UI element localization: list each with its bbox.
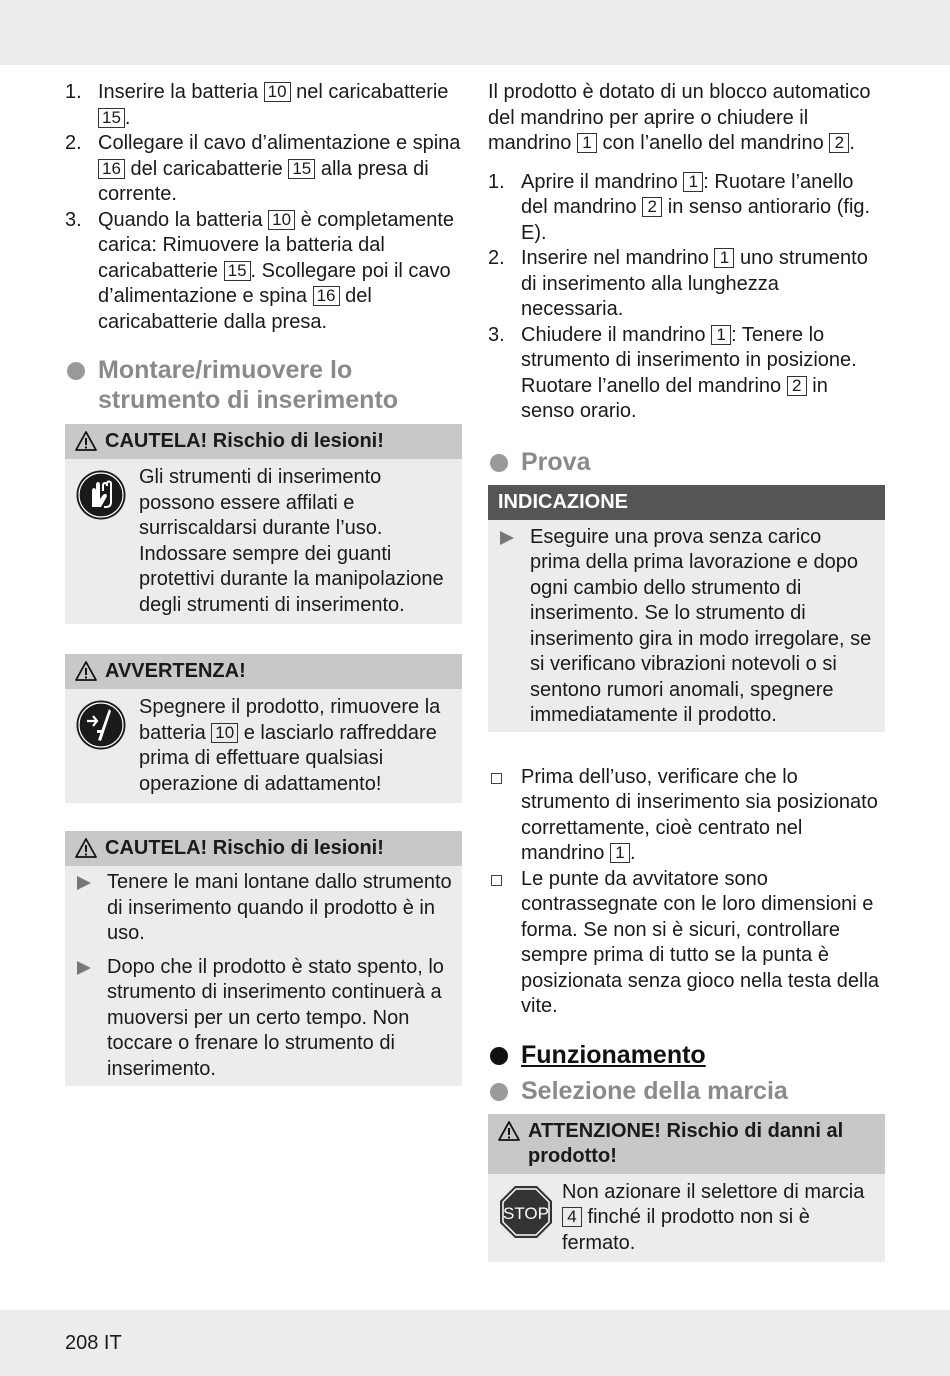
heading-text: Prova (521, 447, 591, 476)
list-item (65, 208, 462, 336)
warning-text-part: Spegnere il prodotto, rimuovere la batteria (139, 696, 441, 744)
part-ref: 1 (577, 133, 597, 153)
caution-header (65, 831, 462, 866)
part-ref: 4 (562, 1207, 582, 1227)
stop-pictogram (498, 1180, 562, 1257)
heading-text: Montare/rimuovere lo strumento di inserimento (98, 356, 399, 414)
warning-box (65, 654, 462, 803)
part-ref: 10 (268, 210, 295, 230)
arrow-bullet-icon (77, 876, 91, 890)
warning-triangle-icon (498, 1121, 520, 1141)
stop-sign-icon (498, 1184, 554, 1240)
bullet-dot-icon (490, 454, 508, 472)
warning-triangle-icon (75, 431, 97, 451)
list-item (75, 870, 452, 947)
check-text: Le punte da avvitatore sono contrassegnate con le loro dimensioni e forma. Se non si è sicuri, controllare sempre prima di tutto se la punta è posizionata senza gioco nella testa della vite. (521, 867, 880, 1017)
caution-box-2 (65, 831, 462, 1086)
part-ref: 1 (610, 843, 630, 863)
intro-paragraph (488, 80, 885, 157)
page-footer-band (0, 1310, 950, 1376)
list-item (65, 80, 462, 131)
attention-body (488, 1174, 885, 1263)
attention-header (488, 1114, 885, 1174)
gloves-icon (75, 469, 127, 521)
intro-text: con l’anello del mandrino (596, 132, 830, 154)
step-text: in senso orario. (521, 374, 828, 422)
warning-text (139, 695, 452, 797)
arrow-bullet-icon (500, 531, 514, 545)
right-column (488, 80, 885, 1262)
step-text: : Ruotare l’anello del mandrino (521, 170, 854, 218)
step-text: . Scollegare poi il cavo d’alimentazione e spina (98, 259, 451, 307)
caution-body (65, 459, 462, 624)
bullet-text: Tenere le mani lontane dallo strumento di inserimento quando il prodotto è in uso. (107, 871, 452, 944)
check-list (488, 765, 885, 1020)
part-ref: 15 (98, 108, 125, 128)
step-text: Inserire la batteria (98, 81, 264, 103)
attention-title: ATTENZIONE! Rischio di danni al prodotto! (528, 1119, 844, 1167)
note-text: Eseguire una prova senza carico prima della prima lavorazione e dopo ogni cambio dello strumento di inserimento. Se lo strumento di inserimento gira in modo irregolare, se si verificano vibrazioni notevoli o si sentono rumori anomali, spegnere immediatamente il prodotto. (530, 525, 872, 726)
step-text: del caricabatterie (124, 157, 289, 180)
chapter-heading (488, 1040, 885, 1070)
arrow-bullet-icon (77, 961, 91, 975)
step-text: Inserire nel mandrino (521, 247, 715, 269)
intro-text: . (849, 132, 855, 154)
list-item (75, 955, 452, 1083)
part-ref: 16 (98, 159, 125, 179)
checkbox-square-icon (491, 773, 502, 784)
attention-text-part: finché il prodotto non si è fermato. (562, 1206, 810, 1254)
check-text: . (629, 842, 636, 864)
part-ref: 16 (313, 286, 340, 306)
part-ref: 1 (683, 172, 703, 192)
checkbox-square-icon (491, 875, 502, 886)
bullet-dot-icon (67, 362, 85, 380)
note-header (488, 485, 885, 520)
bullet-dot-icon (490, 1083, 508, 1101)
step-text: Collegare il cavo d’alimentazione e spina (98, 132, 461, 154)
attention-text (562, 1180, 875, 1257)
step-number: 2. (488, 247, 505, 269)
step-text: Chiudere il mandrino (521, 323, 712, 346)
page-header-band (0, 0, 950, 65)
list-item (65, 131, 462, 208)
section-heading (488, 447, 885, 477)
step-text: Aprire il mandrino (521, 170, 684, 193)
caution-title: CAUTELA! Rischio di lesioni! (105, 837, 384, 859)
note-box (488, 485, 885, 732)
step-text: è completamente carica: Rimuovere la batteria dal caricabatterie (98, 208, 455, 282)
warning-header (65, 654, 462, 689)
part-ref: 10 (211, 723, 238, 743)
step-number: 1. (65, 81, 82, 103)
section-heading (488, 1076, 885, 1106)
part-ref: 2 (829, 133, 849, 153)
caution-title: CAUTELA! Rischio di lesioni! (105, 430, 384, 452)
heading-text: Selezione della marcia (521, 1076, 788, 1105)
step-number: 3. (65, 208, 82, 231)
step-text: Quando la batteria (98, 208, 269, 231)
intro-text: Il prodotto è dotato di un blocco automatico del mandrino per aprire o chiudere il mandrino (488, 81, 871, 154)
bullet-text: Dopo che il prodotto è stato spento, lo strumento di inserimento continuerà a muoversi per un certo tempo. Non toccare o frenare lo strumento di inserimento. (107, 955, 444, 1080)
step-number: 2. (65, 132, 82, 154)
chuck-steps (488, 170, 885, 425)
step-text: alla presa di corrente. (98, 157, 429, 205)
step-number: 3. (488, 323, 505, 346)
caution-box (65, 424, 462, 624)
part-ref: 15 (224, 261, 251, 281)
check-text: Prima dell’uso, verificare che lo strumento di inserimento sia posizionato correttamente, cioè centrato nel mandrino (521, 765, 878, 864)
charging-steps (65, 80, 462, 335)
warning-triangle-icon (75, 661, 97, 681)
step-text: uno strumento di inserimento alla lunghezza necessaria. (521, 247, 868, 320)
disconnect-pictogram (75, 695, 139, 797)
gloves-pictogram (75, 465, 139, 618)
step-text: in senso antiorario (fig. E). (521, 196, 871, 244)
list-item (488, 246, 885, 323)
warning-body (65, 689, 462, 803)
list-item (498, 525, 875, 729)
warning-title: AVVERTENZA! (105, 660, 246, 682)
part-ref: 1 (714, 248, 734, 268)
step-number: 1. (488, 170, 505, 193)
bullet-dot-icon (490, 1047, 508, 1065)
list-item (488, 867, 885, 1020)
step-text: del caricabatterie dalla presa. (98, 285, 372, 333)
part-ref: 2 (642, 197, 662, 217)
warning-text-part: e lasciarlo raffreddare prima di effettuare qualsiasi operazione di adattamento! (139, 721, 437, 795)
left-column (65, 80, 462, 1086)
step-text: nel caricabatterie (290, 81, 449, 103)
caution-text: Gli strumenti di inserimento possono essere affilati e surriscaldarsi durante l’uso. Indossare sempre dei guanti protettivi durante la manipolazione degli strumenti di inserimento. (139, 466, 444, 616)
step-text: . (124, 106, 131, 129)
attention-box (488, 1114, 885, 1263)
caution-header (65, 424, 462, 459)
stop-label: STOP (503, 1203, 549, 1223)
page-number: 208 IT (65, 1332, 122, 1354)
part-ref: 10 (264, 82, 291, 102)
caution-list (65, 866, 462, 1086)
list-item (488, 765, 885, 867)
part-ref: 2 (787, 376, 807, 396)
attention-text-part: Non azionare il selettore di marcia (562, 1180, 865, 1203)
part-ref: 1 (711, 325, 731, 345)
heading-text: Funzionamento (521, 1040, 706, 1069)
note-list (488, 520, 885, 732)
disconnect-power-icon (75, 699, 127, 751)
list-item (488, 170, 885, 247)
step-text: : Tenere lo strumento di inserimento in posizione. Ruotare l’anello del mandrino (521, 323, 857, 397)
note-title: INDICAZIONE (498, 490, 628, 513)
warning-triangle-icon (75, 838, 97, 858)
part-ref: 15 (288, 159, 315, 179)
list-item (488, 323, 885, 425)
section-heading (65, 355, 462, 415)
